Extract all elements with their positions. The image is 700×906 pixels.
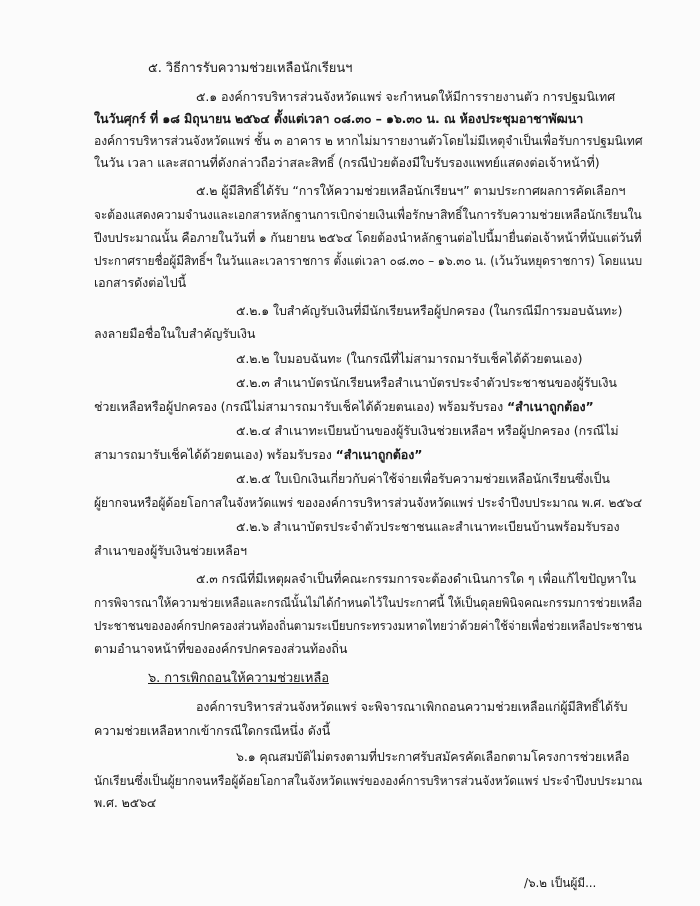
item-6-1-line-2: นักเรียนซึ่งเป็นผู้ยากจนหรือผู้ด้อยโอกาสในจังหวัดแพร่ขององค์การบริหารส่วนจังหวัดแพร่ ประจำปีงบประมาณ (94, 773, 643, 788)
item-5-2-6-line-2: สำเนาของผู้รับเงินช่วยเหลือฯ (94, 543, 247, 558)
item-5-2-5-line-2: ผู้ยากจนหรือผู้ด้อยโอกาสในจังหวัดแพร่ ขององค์การบริหารส่วนจังหวัดแพร่ ประจำปีงบประมาณ พ.ศ. ๒๕๖๔ (94, 495, 643, 510)
item-5-2-6-line-1: ๕.๒.๖ สำเนาบัตรประจำตัวประชาชนและสำเนาทะเบียนบ้านพร้อมรับรอง (236, 519, 620, 534)
para-5-2-line-2: จะต้องแสดงความจำนงและเอกสารหลักฐานการเบิกจ่ายเงินเพื่อรักษาสิทธิ์ในการรับความช่วยเหลือนักเรียนใน (94, 207, 642, 222)
item-5-2-4-line-2 (94, 446, 422, 464)
item-5-2-4-text: สามารถมารับเช็คได้ด้วยตนเอง) พร้อมรับรอง (94, 447, 332, 462)
certified-copy-label: “สำเนาถูกต้อง” (506, 399, 594, 414)
para-5-2-line-5: เอกสารดังต่อไปนี้ (94, 275, 187, 290)
para-5-2-line-1: ๕.๒ ผู้มีสิทธิ์ได้รับ “การให้ความช่วยเหลือนักเรียนฯ” ตามประกาศผลการคัดเลือกฯ (196, 183, 626, 198)
para-5-2-line-3: ปีงบประมาณนั้น คือภายในวันที่ ๑ กันยายน ๒๕๖๔ โดยต้องนำหลักฐานต่อไปนี้มายื่นต่อเจ้าหน้าที่นับแต่วันที่ (94, 230, 642, 245)
section-6-heading: ๖. การเพิกถอนให้ความช่วยเหลือ (148, 671, 329, 686)
para-5-3-line-2: การพิจารณาให้ความช่วยเหลือและกรณีนั้นไม่ได้กำหนดไว้ในประกาศนี้ ให้เป็นดุลยพินิจคณะกรรมการช่วยเหลือ (94, 595, 643, 610)
item-5-2-3-text: ช่วยเหลือหรือผู้ปกครอง (กรณีไม่สามารถมารับเช็คได้ด้วยตนเอง) พร้อมรับรอง (94, 399, 504, 414)
item-5-2-2: ๕.๒.๒ ใบมอบฉันทะ (ในกรณีที่ไม่สามารถมารับเช็คได้ด้วยตนเอง) (236, 351, 583, 366)
para-5-3-line-3: ประชาชนขององค์กรปกครองส่วนท้องถิ่นตามระเบียบกระทรวงมหาดไทยว่าด้วยค่าใช้จ่ายเพื่อช่วยเหลือประชาชน (94, 618, 642, 633)
para-5-3-line-4: ตามอำนาจหน้าที่ขององค์กรปกครองส่วนท้องถิ่น (94, 641, 348, 656)
item-5-2-5-line-1: ๕.๒.๕ ใบเบิกเงินเกี่ยวกับค่าใช้จ่ายเพื่อรับความช่วยเหลือนักเรียนซึ่งเป็น (236, 471, 610, 486)
certified-copy-label: “สำเนาถูกต้อง” (335, 447, 423, 462)
para-6-intro-line-1: องค์การบริหารส่วนจังหวัดแพร่ จะพิจารณาเพิกถอนความช่วยเหลือแก่ผู้มีสิทธิ์ได้รับ (196, 699, 628, 714)
continuation-note: /๖.๒ เป็นผู้มี... (524, 876, 597, 890)
para-5-3-line-1: ๕.๓ กรณีที่มีเหตุผลจำเป็นที่คณะกรรมการจะต้องดำเนินการใด ๆ เพื่อแก้ไขปัญหาใน (196, 571, 636, 586)
item-5-2-4-line-1: ๕.๒.๔ สำเนาทะเบียนบ้านของผู้รับเงินช่วยเหลือฯ หรือผู้ปกครอง (กรณีไม่ (236, 423, 619, 438)
para-5-1-line-1: ๕.๑ องค์การบริหารส่วนจังหวัดแพร่ จะกำหนดให้มีการรายงานตัว การปฐมนิเทศ (196, 89, 616, 104)
item-5-2-3-line-1: ๕.๒.๓ สำเนาบัตรนักเรียนหรือสำเนาบัตรประจำตัวประชาชนของผู้รับเงิน (236, 375, 617, 390)
para-5-1-line-4: ในวัน เวลา และสถานที่ดังกล่าวถือว่าสละสิทธิ์ (กรณีป่วยต้องมีใบรับรองแพทย์แสดงต่อเจ้าหน้าที่) (94, 155, 600, 170)
item-5-2-1-line-2: ลงลายมือชื่อในใบสำคัญรับเงิน (94, 326, 256, 341)
para-5-1-line-2: ในวันศุกร์ ที่ ๑๘ มิถุนายน ๒๕๖๔ ตั้งแต่เวลา ๐๘.๓๐ – ๑๖.๓๐ น. ณ ห้องประชุมอาชาพัฒนา (94, 111, 584, 126)
para-5-1-line-3: องค์การบริหารส่วนจังหวัดแพร่ ชั้น ๓ อาคาร ๒ หากไม่มารายงานตัวโดยไม่มีเหตุจำเป็นเพื่อรับการปฐมนิเทศ (94, 133, 643, 148)
item-5-2-3-line-2 (94, 398, 594, 416)
item-5-2-1-line-1: ๕.๒.๑ ใบสำคัญรับเงินที่มีนักเรียนหรือผู้ปกครอง (ในกรณีมีการมอบฉันทะ) (236, 303, 623, 318)
para-5-2-line-4: ประกาศรายชื่อผู้มีสิทธิ์ฯ ในวันและเวลาราชการ ตั้งแต่เวลา ๐๘.๓๐ – ๑๖.๓๐ น. (เว้นวันหยุดราชการ) โดยแนบ (94, 253, 643, 268)
item-6-1-line-1: ๖.๑ คุณสมบัติไม่ตรงตามที่ประกาศรับสมัครคัดเลือกตามโครงการช่วยเหลือ (236, 749, 630, 764)
item-6-1-line-3: พ.ศ. ๒๕๖๔ (94, 795, 157, 810)
para-6-intro-line-2: ความช่วยเหลือหากเข้ากรณีใดกรณีหนึ่ง ดังนี้ (94, 723, 331, 738)
section-5-heading: ๕. วิธีการรับความช่วยเหลือนักเรียนฯ (148, 61, 353, 76)
